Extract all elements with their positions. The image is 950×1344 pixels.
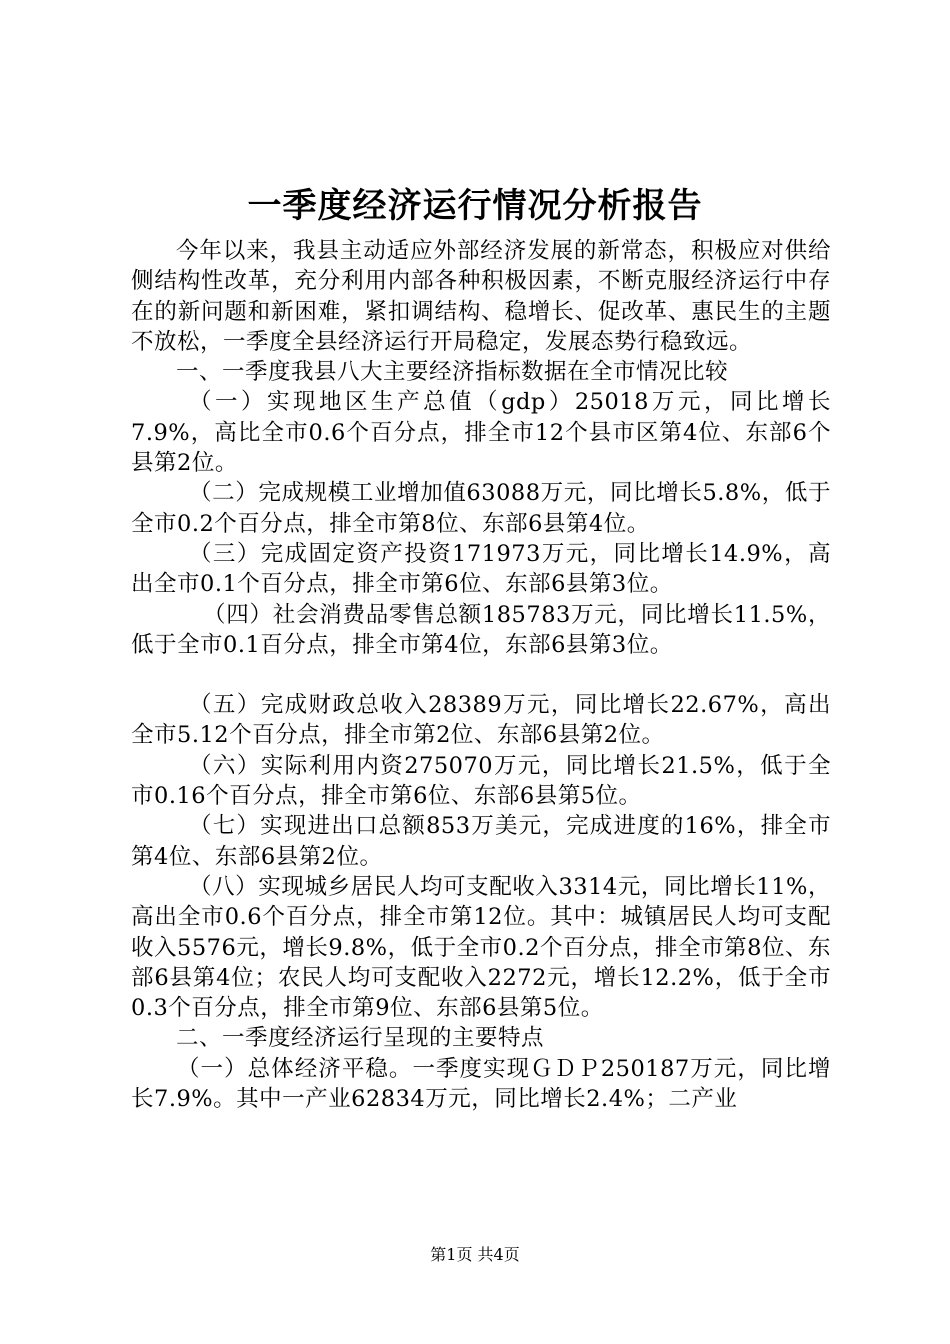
- item-paragraph-1: （一）实现地区生产总值（gdp）25018万元，同比增长7.9%，高比全市0.6个百分点，排全市12个县市区第4位、东部6个县第2位。: [131, 389, 831, 477]
- paragraph-spacer: [131, 660, 831, 690]
- feature-paragraph-1: （一）总体经济平稳。一季度实现ＧＤＰ250187万元，同比增长7.9%。其中一产业62834万元，同比增长2.4%；二产业: [131, 1055, 831, 1113]
- item-paragraph-5: （五）完成财政总收入28389万元，同比增长22.67%，高出全市5.12个百分点，排全市第2位、东部6县第2位。: [131, 692, 831, 749]
- item-paragraph-7: （七）实现进出口总额853万美元，完成进度的16%，排全市第4位、东部6县第2位。: [131, 813, 831, 870]
- section-heading-1: 一、一季度我县八大主要经济指标数据在全市情况比较: [176, 359, 729, 386]
- document-body: [131, 236, 831, 1114]
- item-paragraph-3: （三）完成固定资产投资171973万元，同比增长14.9%，高出全市0.1个百分点，排全市第6位、东部6县第3位。: [131, 540, 831, 598]
- section-heading-2: 二、一季度经济运行呈现的主要特点: [176, 1025, 545, 1052]
- page-footer: 第1页 共4页: [430, 1245, 520, 1264]
- item-paragraph-4: （四）社会消费品零售总额185783万元，同比增长11.5%，低于全市0.1百分点，排全市第4位，东部6县第3位。: [131, 601, 831, 658]
- document-title: 一季度经济运行情况分析报告: [247, 186, 703, 226]
- item-paragraph-8: （八）实现城乡居民人均可支配收入3314元，同比增长11%，高出全市0.6个百分点，排全市第12位。其中：城镇居民人均可支配收入5576元，增长9.8%，低于全市0.2个百分点，排全市第8位、东部6县第4位；农民人均可支配收入2272元，增长12.2%，低于全市0.3个百分点，排全市第9位、东部6县第5位。: [131, 873, 831, 1022]
- item-paragraph-2: （二）完成规模工业增加值63088万元，同比增长5.8%，低于全市0.2个百分点，排全市第8位、东部6县第4位。: [131, 480, 831, 537]
- intro-paragraph: 今年以来，我县主动适应外部经济发展的新常态，积极应对供给侧结构性改革，充分利用内部各种积极因素，不断克服经济运行中存在的新问题和新困难，紧扣调结构、稳增长、促改革、惠民生的主题不放松，一季度全县经济运行开局稳定，发展态势行稳致远。: [131, 238, 831, 355]
- item-paragraph-6: （六）实际利用内资275070万元，同比增长21.5%，低于全市0.16个百分点，排全市第6位、东部6县第5位。: [131, 752, 831, 810]
